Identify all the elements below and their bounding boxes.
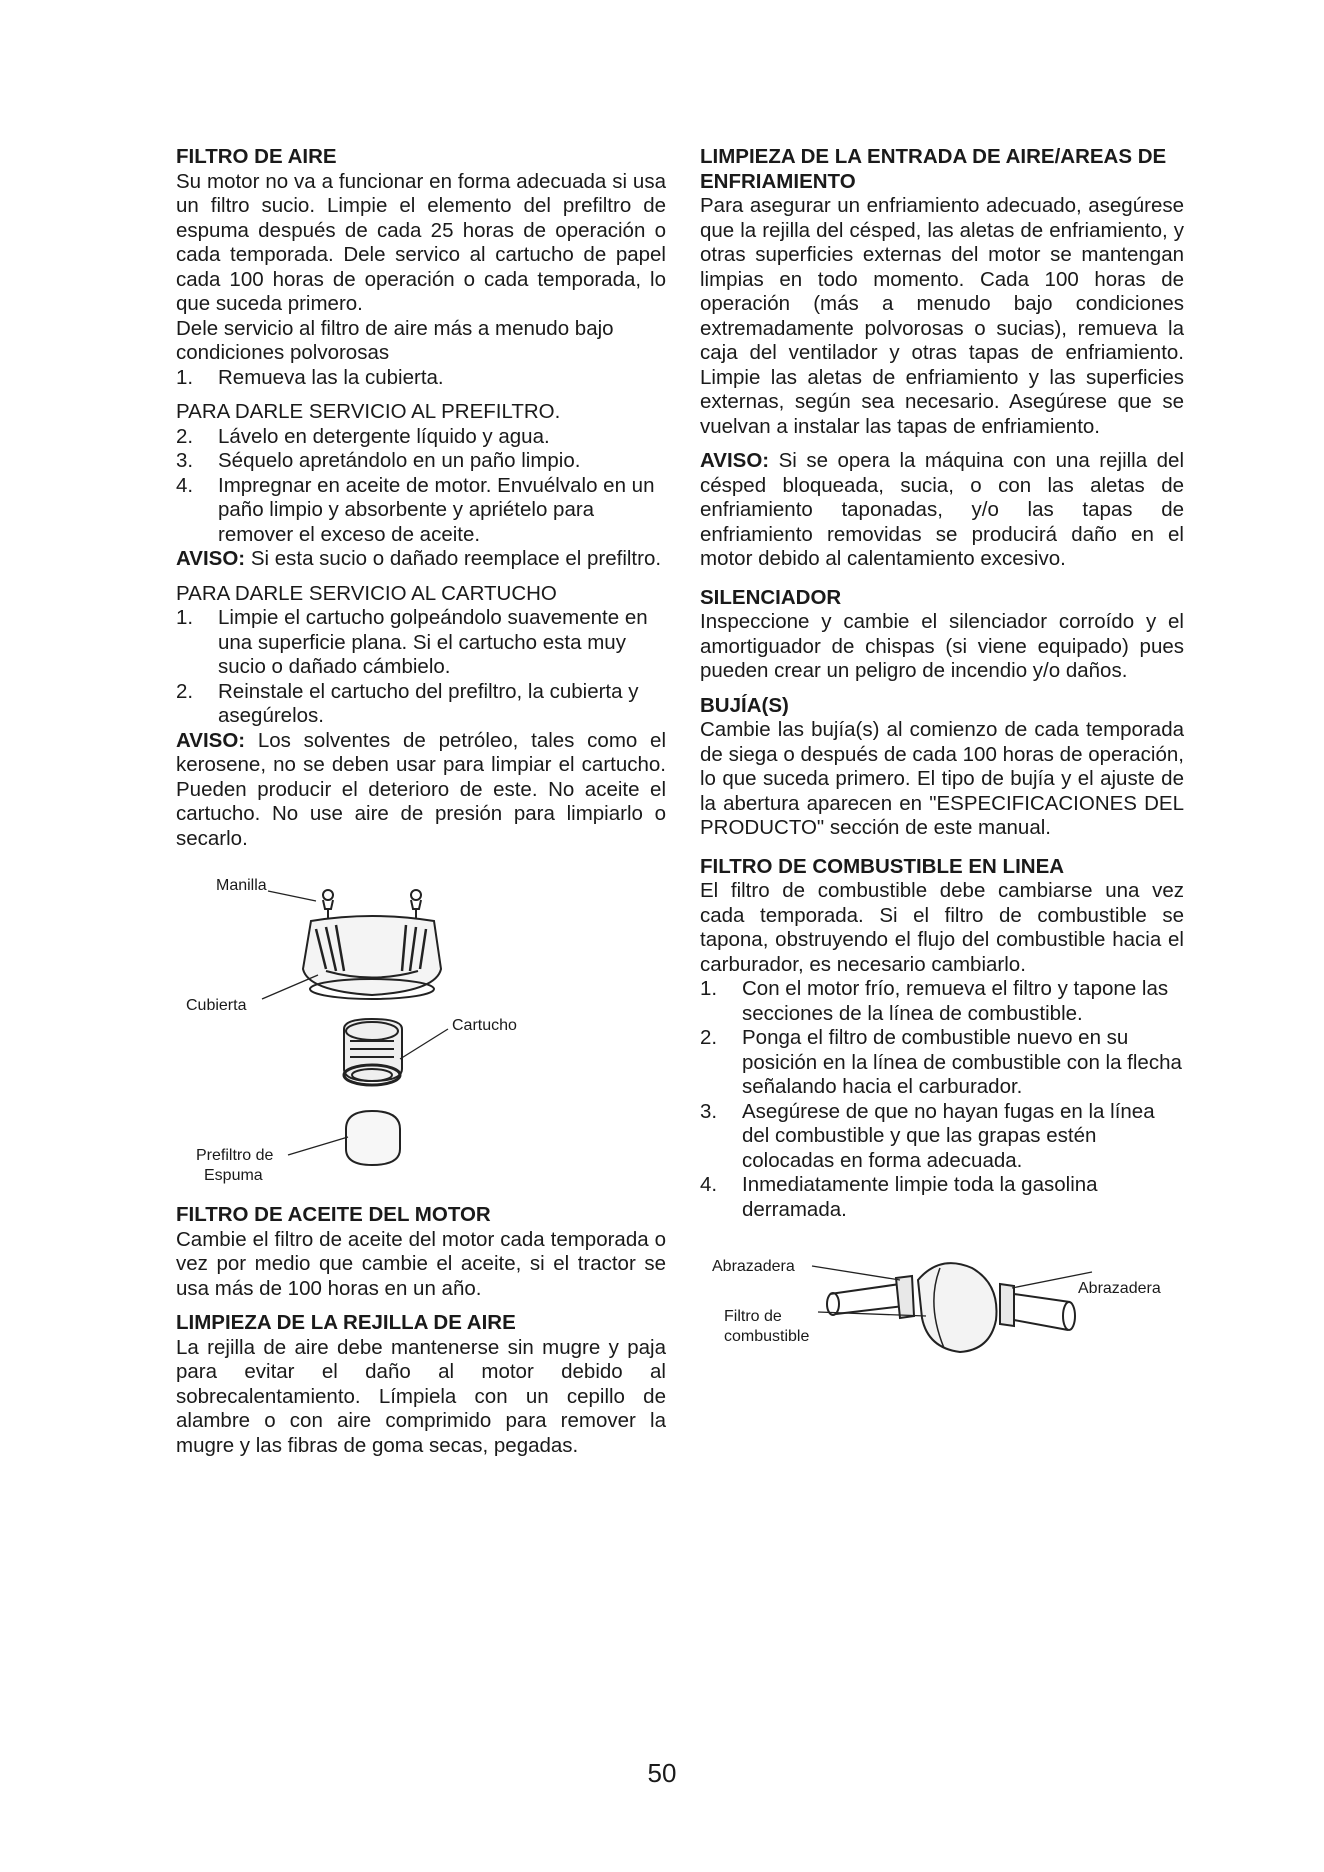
list-item [176,449,666,474]
list-item [176,425,666,450]
air-filter-illustration [176,859,666,1189]
list-item [176,366,666,391]
aviso-label: AVISO: [176,547,246,570]
list-number: 2. [176,424,194,448]
list-number: 2. [176,679,194,703]
list-item [700,1026,1184,1100]
bujias-text: Cambie las bujía(s) al comienzo de cada temporada de siega o después de cada 100 horas de operación, lo que suceda primero. El tipo de bujía y el ajuste de la abertura aparecen en "ESPECIFICACIONES DEL PRODUCTO" sección de este manual. [700,718,1184,839]
list-number: 4. [700,1173,718,1196]
aviso-cartucho [176,729,666,852]
enfriamiento-text: Para asegurar un enfriamiento adecuado, asegúrese que la rejilla del césped, las aletas de enfriamiento, y otras superficies externas del motor se mantengan limpias en todo momento. Cada 100 horas de operación (más a menudo bajo condiciones extremadamente polvorosas o sucias), remueva la caja del ventilador y otras tapas de enfriamiento. Limpie las aletas de enfriamiento y las superficies externas, según sea necesario. Asegúrese que se vuelvan a instalar las tapas de enfriamiento. [700,194,1184,438]
label-abrazadera-right: Abrazadera [1078,1280,1161,1297]
list-number: 2. [700,1026,718,1049]
aviso-text: Si se opera la máquina con una rejilla del césped bloqueada, sucia, o con las aletas de enfriamiento taponadas, y/o las tapas de enfriamiento removidas se producirá daño en el motor debido al calentamiento excesivo. [700,449,1184,570]
list-number: 3. [176,449,194,472]
fuel-filter-diagram [700,1244,1184,1374]
list-text: Con el motor frío, remueva el filtro y tapone las secciones de la línea de combustible. [742,977,1169,1025]
aviso-text: Si esta sucio o dañado reemplace el prefiltro. [250,547,662,570]
list-item [700,1100,1184,1174]
label-cartucho: Cartucho [452,1017,517,1034]
list-text: Séquelo apretándolo en un paño limpio. [218,449,581,472]
cartucho-steps [176,606,666,729]
cartucho-subheading: PARA DARLE SERVICIO AL CARTUCHO [176,581,557,605]
list-item [176,474,666,548]
foam-prefilter-shape [346,1111,400,1165]
list-item [700,977,1184,1026]
aviso-label: AVISO: [700,449,770,472]
right-column [700,145,1184,1374]
list-text: Impregnar en aceite de motor. Envuélvalo en un paño limpio y absorbente y apriételo para remover el exceso de aceite. [218,473,655,546]
section-heading-bujias: BUJÍA(S) [700,693,789,717]
label-filtro-de: Filtro de [724,1308,782,1325]
cover-shape [303,916,441,999]
list-text: Remueva las la cubierta. [218,365,444,389]
list-text: Lávelo en detergente líquido y agua. [218,424,550,448]
filtro-aire-intro: Su motor no va a funcionar en forma adecuada si usa un filtro sucio. Limpie el elemento del prefiltro de espuma después de cada 25 horas de operación o cada temporada. Dele servico al cartucho de papel cada 100 horas de operación o cada temporada, lo que suceda primero. [176,169,666,315]
prefiltro-subheading: PARA DARLE SERVICIO AL PREFILTRO. [176,400,561,423]
page-number: 50 [647,1758,677,1788]
label-espuma: Espuma [204,1167,263,1184]
aviso-text: Los solventes de petróleo, tales como el kerosene, no se deben usar para limpiar el cartucho. Pueden producir el deterioro de este. No aceite el cartucho. No use aire de presión para limpiarlo o secarlo. [176,728,667,850]
filtro-aceite-text: Cambie el filtro de aceite del motor cada temporada o vez por medio que cambie el aceite, si el tractor se usa más de 100 horas en un año. [176,1227,666,1300]
aviso-prefiltro [176,547,666,572]
list-text: Ponga el filtro de combustible nuevo en su posición en la línea de combustible con la flecha señalando hacia el carburador. [742,1026,1182,1098]
rejilla-text: La rejilla de aire debe mantenerse sin mugre y paja para evitar el daño al motor debido al sobrecalentamiento. Límpiela con un cepillo de alambre o con aire comprimido para remover la mugre y las fibras de goma secas, pegadas. [176,1335,666,1457]
label-abrazadera-left: Abrazadera [712,1258,795,1275]
knob-left [323,890,333,921]
section-heading-filtro-aceite: FILTRO DE ACEITE DEL MOTOR [176,1203,491,1226]
left-column [176,145,666,1458]
cartridge-shape [344,1019,402,1085]
filtro-aire-intro2: Dele servicio al filtro de aire más a menudo bajo condiciones polvorosas [176,316,614,364]
combustible-steps [700,977,1184,1222]
list-text: Limpie el cartucho golpeándolo suavemente en una superficie plana. Si el cartucho esta muy sucio o dañado cámbielo. [218,606,648,678]
list-item [176,606,666,680]
silenciador-text: Inspeccione y cambie el silenciador corroído y el amortiguador de chispas (si viene equipado) pues pueden crear un peligro de incendio y/o daños. [700,610,1184,682]
list-number: 4. [176,473,194,497]
list-text: Inmediatamente limpie toda la gasolina derramada. [742,1173,1098,1221]
label-cubierta: Cubierta [186,997,247,1014]
aviso-label: AVISO: [176,728,246,752]
section-heading-combustible: FILTRO DE COMBUSTIBLE EN LINEA [700,854,1065,878]
label-manilla: Manilla [216,877,267,894]
list-text: Reinstale el cartucho del prefiltro, la cubierta y asegúrelos. [218,679,639,727]
list-number: 1. [176,606,194,629]
aviso-enfriamiento [700,449,1184,572]
filtro-aire-step1-list [176,366,666,391]
prefiltro-steps [176,425,666,548]
section-heading-rejilla: LIMPIEZA DE LA REJILLA DE AIRE [176,1311,516,1334]
list-number: 1. [700,977,718,1000]
section-heading-silenciador: SILENCIADOR [700,585,842,609]
knob-right [411,890,421,921]
air-filter-diagram [176,859,666,1189]
list-number: 3. [700,1099,718,1123]
section-heading-enfriamiento: LIMPIEZA DE LA ENTRADA DE AIRE/AREAS DE ENFRIAMIENTO [700,145,1167,193]
list-item [700,1173,1184,1222]
list-text: Asegúrese de que no hayan fugas en la línea del combustible y que las grapas estén colocadas en forma adecuada. [742,1099,1155,1172]
list-item [176,680,666,729]
list-number: 1. [176,365,194,389]
label-combustible: combustible [724,1328,810,1345]
section-heading-filtro-aire: FILTRO DE AIRE [176,145,337,168]
label-prefiltro: Prefiltro de [196,1147,274,1164]
combustible-text: El filtro de combustible debe cambiarse una vez cada temporada. Si el filtro de combustible se tapona, obstruyendo el flujo del combustible hacia el carburador, es necesario cambiarlo. [700,879,1184,976]
